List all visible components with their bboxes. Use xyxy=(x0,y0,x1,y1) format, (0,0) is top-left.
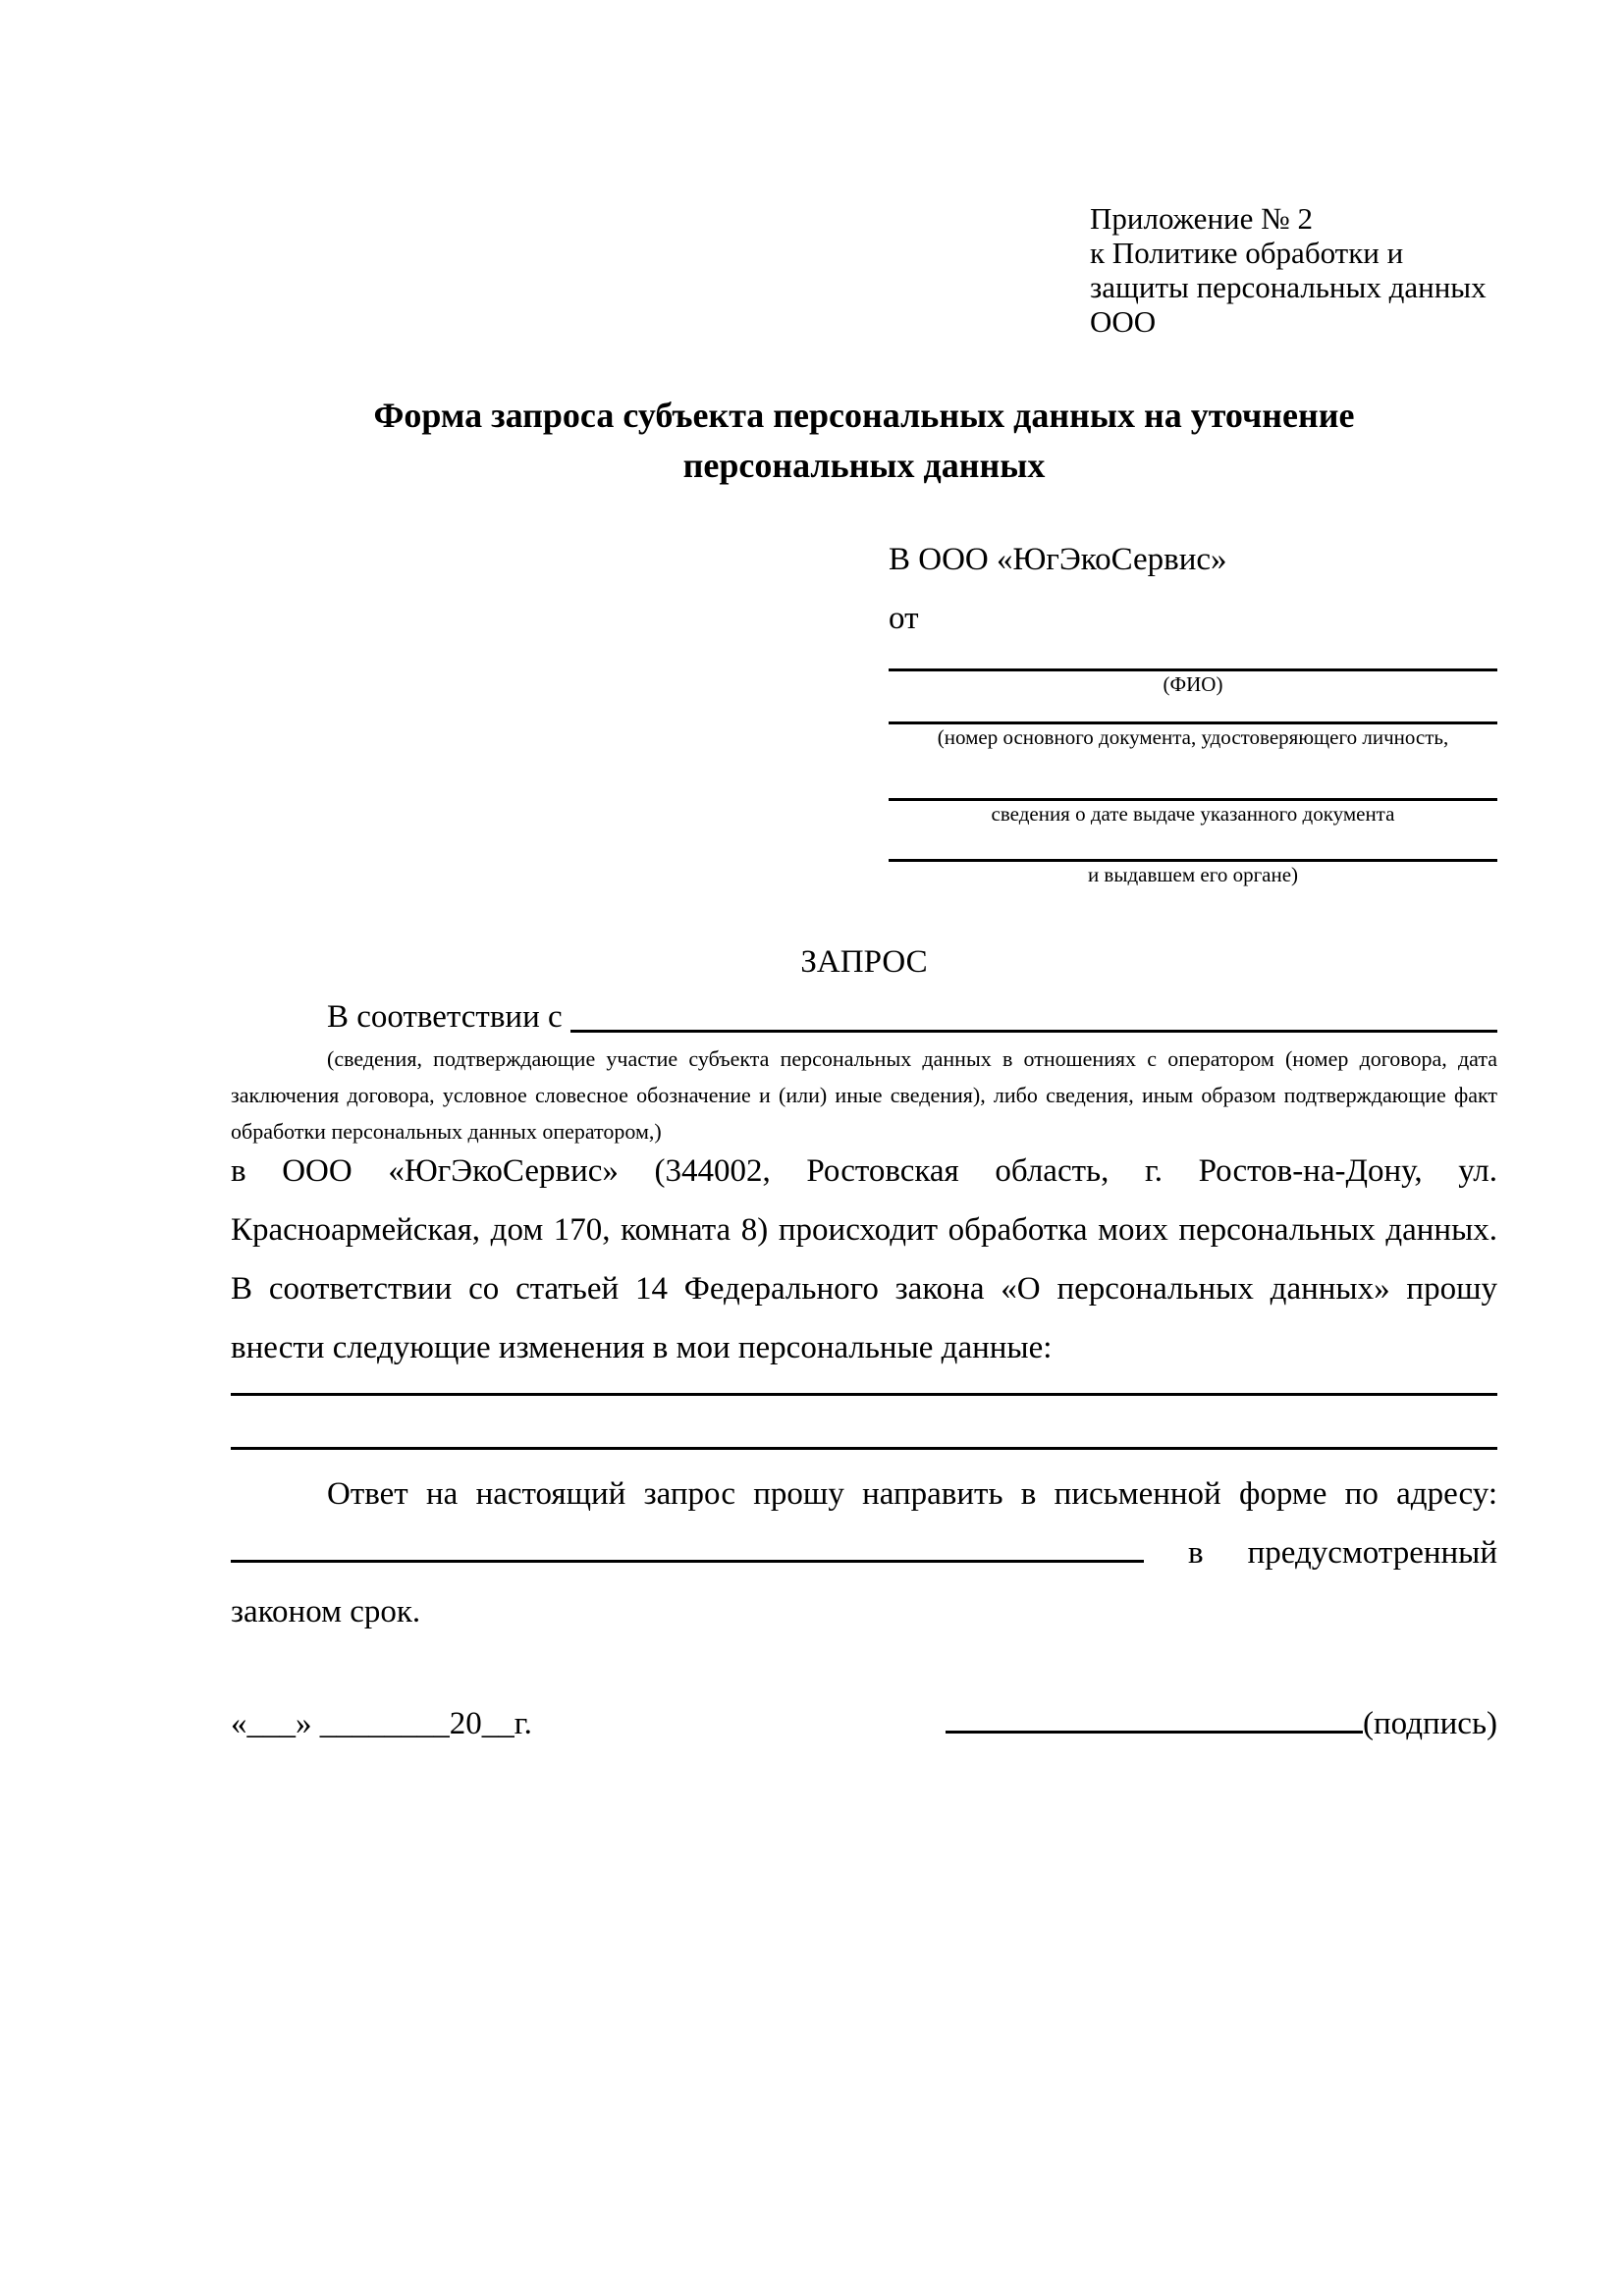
accordance-blank-line xyxy=(570,1030,1497,1033)
form-title xyxy=(231,391,1497,491)
addressee-from-label: от xyxy=(889,601,919,636)
annex-line: к Политике обработки и xyxy=(1090,236,1404,270)
body-paragraph: в ООО «ЮгЭкоСервис» (344002, Ростовская область, г. Ростов-на-Дону, ул. Красноармейская, дом 170, комната 8) происходит обработка моих персональных данных. В соответствии со статьей 14 Федерального закона «О персональных данных» прошу внести следующие изменения в мои персональные данные: xyxy=(231,1153,1497,1365)
issue-date-caption: сведения о дате выдаче указанного документа xyxy=(991,802,1395,826)
date-signature-row xyxy=(231,1694,1497,1753)
fio-blank-line xyxy=(889,648,1497,671)
changes-blank-line-1 xyxy=(231,1393,1497,1396)
addressee-block xyxy=(889,530,1497,887)
signature-blank-line xyxy=(946,1731,1363,1734)
reply-paragraph xyxy=(231,1465,1497,1641)
form-title-text: Форма запроса субъекта персональных данных на уточнение персональных данных xyxy=(373,396,1355,485)
annex-line: Приложение № 2 xyxy=(1090,201,1313,236)
document-number-blank-line xyxy=(889,697,1497,724)
accordance-footnote: (сведения, подтверждающие участие субъекта персональных данных в отношениях с оператором (номер договора, дата заключения договора, условное словесное обозначение и (или) иные сведения), либо сведения, иным образом подтверждающие факт обработки персональных данных оператором,) xyxy=(231,1046,1497,1144)
reply-text-before-blank: Ответ на настоящий запрос прошу направить в письменной форме по адресу: xyxy=(327,1476,1497,1512)
annex-line: защиты персональных данных xyxy=(1090,270,1487,304)
request-heading: ЗАПРОС xyxy=(800,944,928,980)
annex-line: ООО xyxy=(1090,304,1157,339)
addressee-organization: В ООО «ЮгЭкоСервис» xyxy=(889,542,1227,577)
date-line: «___» ________20__г. xyxy=(231,1706,532,1741)
accordance-line xyxy=(231,995,1497,1039)
issuing-authority-caption: и выдавшем его органе) xyxy=(1087,863,1299,886)
fio-caption: (ФИО) xyxy=(1163,672,1223,696)
accordance-lead: В соответствии с xyxy=(327,999,563,1035)
signature-caption: (подпись) xyxy=(1363,1706,1497,1741)
annex-note xyxy=(1090,201,1497,339)
changes-blank-line-2 xyxy=(231,1447,1497,1450)
address-blank-line xyxy=(231,1560,1144,1563)
document-number-caption: (номер основного документа, удостоверяющего личность, xyxy=(937,725,1449,749)
signature-area xyxy=(946,1694,1497,1753)
issue-date-blank-line xyxy=(889,750,1497,801)
reply-text-after-blank: в предусмотренный законом срок. xyxy=(231,1535,1497,1629)
issuing-authority-blank-line xyxy=(889,827,1497,862)
